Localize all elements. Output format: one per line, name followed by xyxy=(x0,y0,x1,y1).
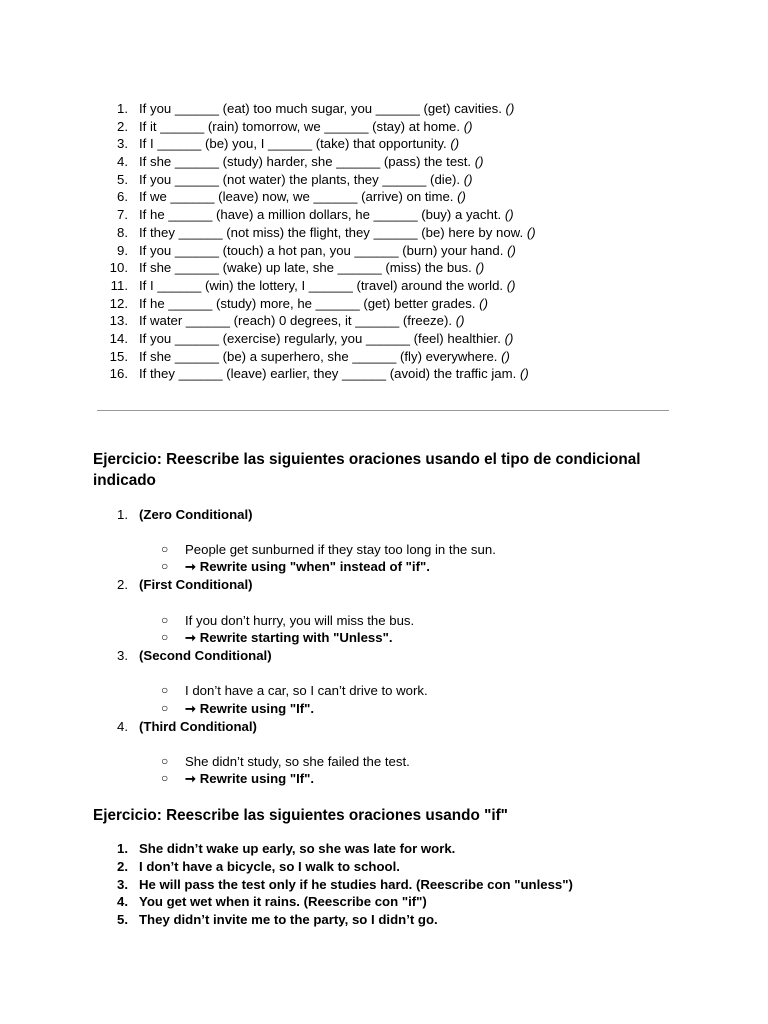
list-item xyxy=(0,118,768,136)
circle-bullet-icon: ○ xyxy=(161,613,169,627)
item-text: If water ______ (reach) 0 degrees, it ______ (freeze). () xyxy=(139,313,465,329)
section-divider xyxy=(97,410,669,411)
item-text: If she ______ (be) a superhero, she ______ (fly) everywhere. () xyxy=(139,348,510,364)
item-number: 16. xyxy=(109,366,128,382)
sentence-text: I don’t have a bicycle, so I walk to school. xyxy=(139,859,400,874)
item-text: If they ______ (not miss) the flight, they ______ (be) here by now. () xyxy=(139,224,536,240)
item-text: If you ______ (exercise) regularly, you ______ (feel) healthier. () xyxy=(139,330,514,346)
item-number: 3. xyxy=(117,136,128,152)
list-item xyxy=(0,242,768,260)
list-item xyxy=(0,171,768,189)
circle-bullet-icon: ○ xyxy=(161,630,169,644)
sentence-text: She didn’t study, so she failed the test. xyxy=(185,754,410,769)
item-text: If you ______ (not water) the plants, they ______ (die). () xyxy=(139,171,473,187)
item-number: 2. xyxy=(117,118,128,134)
sentence-text: They didn’t invite me to the party, so I didn’t go. xyxy=(139,912,438,927)
item-text: If you ______ (touch) a hot pan, you ______ (burn) your hand. () xyxy=(139,242,516,258)
list-item xyxy=(0,153,768,171)
item-number: 12. xyxy=(109,295,128,311)
conditional-type-label: (Zero Conditional) xyxy=(139,507,253,522)
item-text: If they ______ (leave) earlier, they ______ (avoid) the traffic jam. () xyxy=(139,366,529,382)
conditional-type-label: (First Conditional) xyxy=(139,577,253,592)
item-number: 5. xyxy=(117,171,128,187)
list-item xyxy=(0,224,768,242)
item-number: 3. xyxy=(117,877,128,892)
list-item xyxy=(0,206,768,224)
rewrite-instruction: ➞ Rewrite using "If". xyxy=(185,701,315,716)
item-number: 7. xyxy=(117,207,128,223)
item-text: If she ______ (study) harder, she ______ (pass) the test. () xyxy=(139,154,484,170)
item-number: 10. xyxy=(109,260,128,276)
item-text: If he ______ (have) a million dollars, he ______ (buy) a yacht. () xyxy=(139,207,514,223)
item-number: 4. xyxy=(117,719,128,734)
item-text: If I ______ (win) the lottery, I ______ (travel) around the world. () xyxy=(139,277,516,293)
conditional-type-label: (Second Conditional) xyxy=(139,648,272,663)
item-text: If you ______ (eat) too much sugar, you ______ (get) cavities. () xyxy=(139,101,515,116)
item-number: 1. xyxy=(117,101,128,116)
item-number: 2. xyxy=(117,859,128,874)
item-number: 13. xyxy=(109,313,128,329)
circle-bullet-icon: ○ xyxy=(161,701,169,715)
circle-bullet-icon: ○ xyxy=(161,683,169,697)
item-number: 14. xyxy=(109,330,128,346)
list-item xyxy=(0,295,768,313)
list-item xyxy=(0,330,768,348)
list-item xyxy=(0,277,768,295)
item-number: 3. xyxy=(117,648,128,663)
rewrite-instruction: ➞ Rewrite using "when" instead of "if". xyxy=(185,559,430,574)
list-item xyxy=(0,259,768,277)
sentence-text: If you don’t hurry, you will miss the bus. xyxy=(185,613,415,628)
rewrite-instruction: ➞ Rewrite starting with "Unless". xyxy=(185,630,393,645)
circle-bullet-icon: ○ xyxy=(161,754,169,768)
item-number: 2. xyxy=(117,577,128,592)
item-number: 8. xyxy=(117,224,128,240)
item-number: 4. xyxy=(117,894,128,909)
item-text: If I ______ (be) you, I ______ (take) that opportunity. () xyxy=(139,136,460,152)
list-item xyxy=(0,365,768,383)
circle-bullet-icon: ○ xyxy=(161,771,169,785)
list-item xyxy=(0,312,768,330)
item-number: 1. xyxy=(117,507,128,522)
sentence-text: You get wet when it rains. (Reescribe con "if") xyxy=(139,894,427,909)
item-number: 6. xyxy=(117,189,128,205)
list-item xyxy=(0,188,768,206)
circle-bullet-icon: ○ xyxy=(161,542,169,556)
item-number: 15. xyxy=(109,348,128,364)
item-number: 11. xyxy=(110,277,128,293)
list-item xyxy=(0,100,768,118)
sentence-text: I don’t have a car, so I can’t drive to work. xyxy=(185,683,428,698)
exercise-heading: Ejercicio: Reescribe las siguientes oraciones usando "if" xyxy=(93,807,508,824)
item-text: If she ______ (wake) up late, she ______ (miss) the bus. () xyxy=(139,260,485,276)
list-item xyxy=(0,348,768,366)
item-text: If we ______ (leave) now, we ______ (arrive) on time. () xyxy=(139,189,466,205)
list-item xyxy=(0,135,768,153)
item-number: 4. xyxy=(117,154,128,170)
rewrite-instruction: ➞ Rewrite using "If". xyxy=(185,771,315,786)
exercise-heading: Ejercicio: Reescribe las siguientes oraciones usando el tipo de condicional indicado xyxy=(93,451,641,489)
item-text: If it ______ (rain) tomorrow, we ______ (stay) at home. () xyxy=(139,118,473,134)
item-number: 5. xyxy=(117,912,128,927)
sentence-text: She didn’t wake up early, so she was late for work. xyxy=(139,841,456,856)
circle-bullet-icon: ○ xyxy=(161,559,169,573)
item-number: 1. xyxy=(117,841,128,856)
sentence-text: He will pass the test only if he studies hard. (Reescribe con "unless") xyxy=(139,877,573,892)
fill-in-list xyxy=(0,100,768,383)
sentence-text: People get sunburned if they stay too long in the sun. xyxy=(185,542,496,557)
item-number: 9. xyxy=(117,242,128,258)
conditional-type-label: (Third Conditional) xyxy=(139,719,257,734)
item-text: If he ______ (study) more, he ______ (get) better grades. () xyxy=(139,295,488,311)
